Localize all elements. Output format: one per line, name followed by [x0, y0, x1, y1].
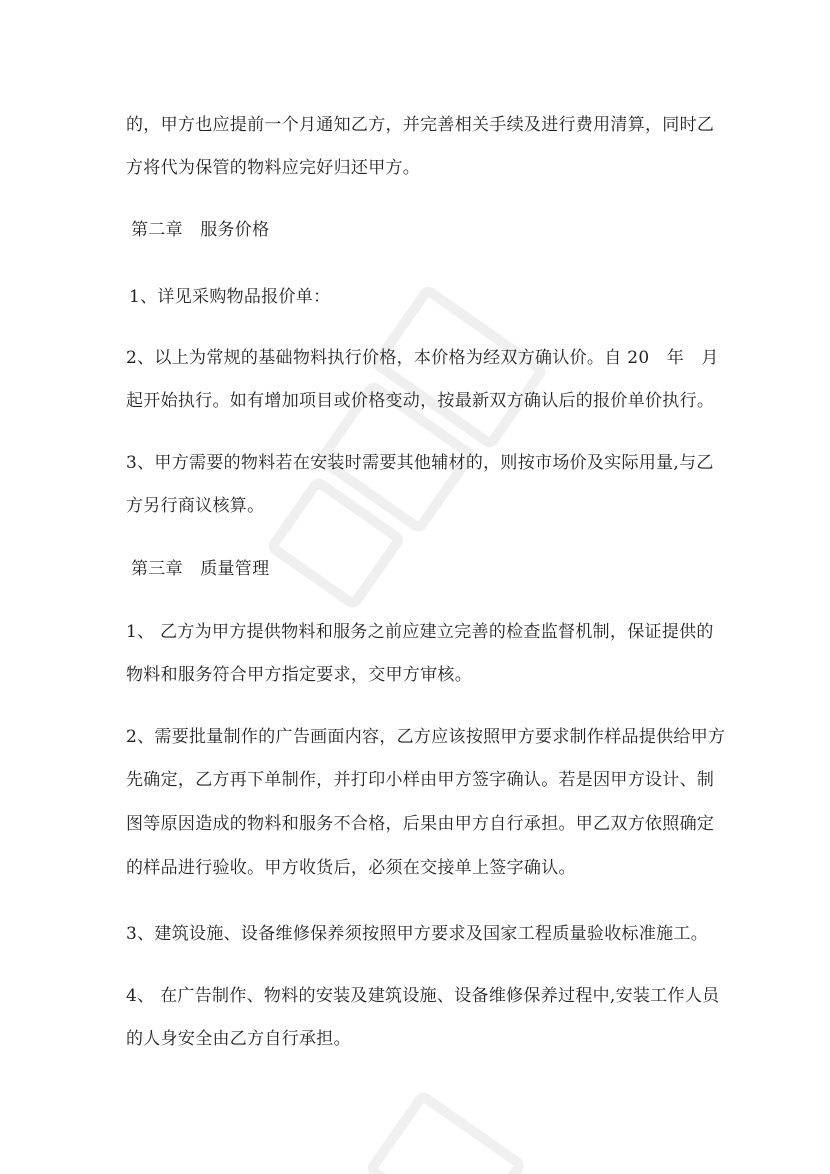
paragraph-line: 3、甲方需要的物料若在安装时需要其他辅材的，则按市场价及实际用量,与乙 — [126, 453, 714, 473]
paragraph-line: 图等原因造成的物料和服务不合格，后果由甲方自行承担。甲乙双方依照确定 — [126, 814, 715, 834]
paragraph-line: 3、建筑设施、设备维修保养须按照甲方要求及国家工程质量验收标准施工。 — [126, 924, 709, 944]
paragraph-line: 先确定，乙方再下单制作，并打印小样由甲方签字确认。若是因甲方设计、制 — [126, 770, 715, 790]
paragraph-line: 的样品进行验收。甲方收货后，必须在交接单上签字确认。 — [126, 858, 576, 878]
chapter-heading: 第三章 质量管理 — [131, 559, 270, 579]
paragraph-line: 的人身安全由乙方自行承担。 — [126, 1029, 351, 1049]
paragraph-line: 的，甲方也应提前一个月通知乙方，并完善相关手续及进行费用清算，同时乙 — [126, 115, 715, 135]
paragraph-line: 2、以上为常规的基础物料执行价格，本价格为经双方确认价。自 20 年 月 — [126, 348, 719, 368]
paragraph-line: 方将代为保管的物料应完好归还甲方。 — [126, 158, 421, 178]
chapter-heading: 第二章 服务价格 — [131, 220, 270, 240]
paragraph-line: 1、详见采购物品报价单： — [129, 287, 331, 307]
paragraph-line: 起开始执行。如有增加项目或价格变动，按最新双方确认后的报价单价执行。 — [126, 391, 715, 411]
paragraph-line: 1、 乙方为甲方提供物料和服务之前应建立完善的检查监督机制，保证提供的 — [126, 622, 714, 642]
paragraph-line: 4、 在广告制作、物料的安装及建筑设施、设备维修保养过程中,安装工作人员 — [126, 986, 720, 1006]
paragraph-line: 方另行商议核算。 — [126, 496, 265, 516]
paragraph-line: 物料和服务符合甲方指定要求，交甲方审核。 — [126, 665, 472, 685]
paragraph-line: 2、需要批量制作的广告画面内容，乙方应该按照甲方要求制作样品提供给甲方 — [126, 727, 726, 747]
